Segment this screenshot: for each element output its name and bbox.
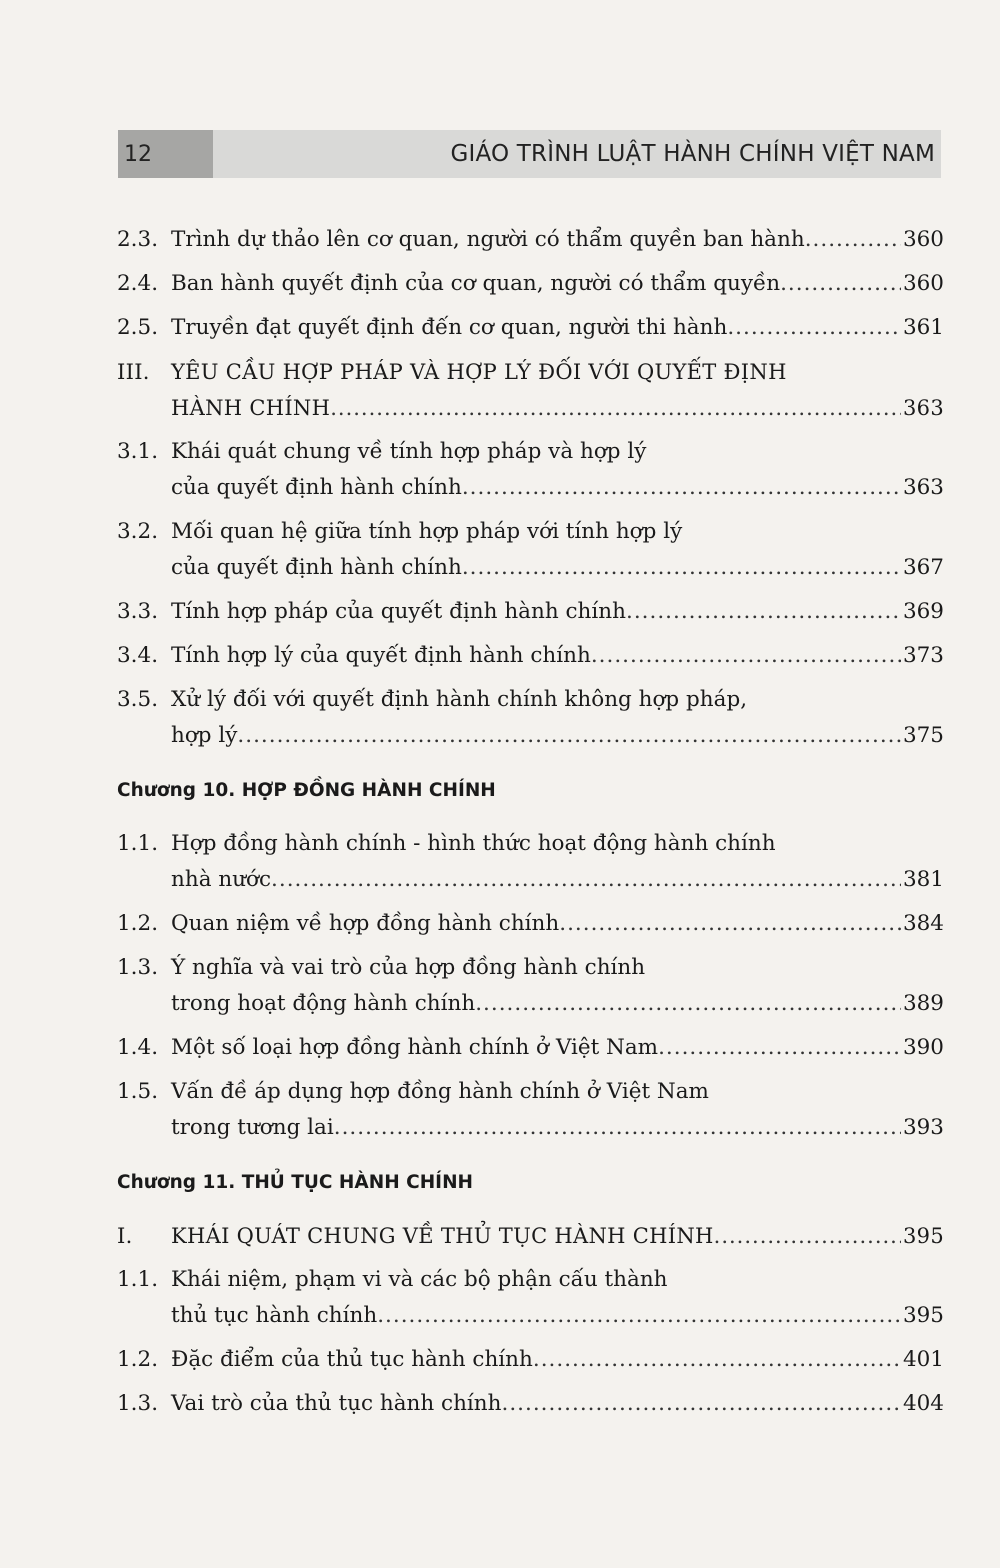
entry-page-number: 404 [902,1391,944,1416]
entry-leader-line [171,1298,944,1334]
entry-body [171,682,944,754]
entry-body [171,310,944,346]
entry-title-line: Truyền đạt quyết định đến cơ quan, người thi hành [171,315,728,340]
entry-leader-line [171,390,944,426]
entry-number: 3.5. [117,687,159,712]
dot-leader [475,986,901,1022]
entry-page-number: 395 [902,1303,944,1328]
entry-leader-line [171,310,944,346]
chapter-heading: Chương 10. HỢP ĐỒNG HÀNH CHÍNH [117,780,496,801]
entry-leader-line [171,638,944,674]
entry-title-line: KHÁI QUÁT CHUNG VỀ THỦ TỤC HÀNH CHÍNH [171,1224,714,1248]
entry-title-line: của quyết định hành chính [171,555,462,580]
entry-body [171,1262,944,1334]
entry-leader-line [171,1110,944,1146]
dot-leader [237,718,901,754]
entry-body [171,434,944,506]
entry-number: 3.3. [117,599,159,624]
entry-title-line: thủ tục hành chính [171,1303,378,1328]
toc-entry[interactable] [117,1218,944,1254]
entry-title-line: Xử lý đối với quyết định hành chính không hợp pháp, [171,687,748,712]
entry-body [171,514,944,586]
toc-entry[interactable] [117,266,944,302]
entry-title-line: Khái quát chung về tính hợp pháp và hợp lý [171,439,647,464]
entry-page-number: 375 [902,723,944,748]
entry-leader-line [171,222,944,258]
entry-title-line: Vấn đề áp dụng hợp đồng hành chính ở Việt Nam [171,1079,709,1104]
entry-page-number: 369 [902,599,944,624]
entry-leader-line [171,862,944,898]
entry-title-line: Ban hành quyết định của cơ quan, người có thẩm quyền [171,271,781,296]
entry-title-line: Đặc điểm của thủ tục hành chính [171,1347,533,1372]
entry-body [171,594,944,630]
entry-page-number: 384 [902,911,944,936]
dot-leader [626,594,901,630]
page-header [118,130,941,178]
entry-number: 1.5. [117,1079,159,1104]
entry-number: 2.5. [117,315,159,340]
entry-page-number: 367 [902,555,944,580]
entry-number: 1.2. [117,1347,159,1372]
entry-title-line: Tính hợp lý của quyết định hành chính [171,643,591,668]
entry-title-line: Ý nghĩa và vai trò của hợp đồng hành chính [171,955,646,980]
entry-title-line: trong tương lai [171,1115,334,1140]
page-number: 12 [124,141,152,167]
entry-number: 1.3. [117,955,159,980]
entry-number: 2.4. [117,271,159,296]
entry-body [171,1030,944,1066]
entry-page-number: 389 [902,991,944,1016]
entry-number: 2.3. [117,227,159,252]
toc-entry[interactable] [117,222,944,258]
entry-leader-line [171,266,944,302]
entry-title-line: YÊU CẦU HỢP PHÁP VÀ HỢP LÝ ĐỐI VỚI QUYẾT ĐỊNH [171,360,787,384]
entry-title-line: Tính hợp pháp của quyết định hành chính [171,599,626,624]
entry-number: 1.1. [117,1267,159,1292]
entry-body [171,354,944,426]
toc-entry[interactable] [117,682,944,754]
toc-entry[interactable] [117,1074,944,1146]
entry-number: 3.2. [117,519,159,544]
entry-body [171,906,944,942]
entry-leader-line [171,550,944,586]
toc-entry[interactable] [117,1386,944,1422]
entry-number: 3.4. [117,643,159,668]
entry-number: I. [117,1224,133,1248]
entry-leader-line [171,1218,944,1254]
entry-leader-line [171,470,944,506]
entry-body [171,1342,944,1378]
entry-page-number: 373 [902,643,944,668]
entry-page-number: 381 [902,867,944,892]
dot-leader [334,1110,901,1146]
entry-title-line: nhà nước [171,867,272,892]
toc-entry[interactable] [117,1342,944,1378]
dot-leader [502,1386,901,1422]
dot-leader [658,1030,901,1066]
toc-entry[interactable] [117,1262,944,1334]
entry-title-line: của quyết định hành chính [171,475,462,500]
toc-entry[interactable] [117,514,944,586]
entry-body [171,1386,944,1422]
entry-number: III. [117,360,150,384]
entry-page-number: 395 [903,1224,944,1248]
entry-page-number: 360 [902,227,944,252]
entry-body [171,950,944,1022]
entry-page-number: 390 [902,1035,944,1060]
entry-leader-line [171,718,944,754]
entry-page-number: 363 [903,396,944,420]
entry-title-line: Trình dự thảo lên cơ quan, người có thẩm quyền ban hành [171,227,805,252]
toc-entry[interactable] [117,310,944,346]
entry-number: 1.1. [117,831,159,856]
dot-leader [727,310,901,346]
entry-title-line: trong hoạt động hành chính [171,991,476,1016]
entry-title-line: Hợp đồng hành chính - hình thức hoạt động hành chính [171,831,776,856]
table-of-contents [117,222,944,1430]
entry-leader-line [171,594,944,630]
dot-leader [780,266,901,302]
entry-body [171,826,944,898]
entry-title-line: Quan niệm về hợp đồng hành chính [171,911,560,936]
toc-entry[interactable] [117,594,944,630]
entry-title-line: Vai trò của thủ tục hành chính [171,1391,502,1416]
entry-body [171,222,944,258]
toc-entry[interactable] [117,950,944,1022]
entry-title-line: HÀNH CHÍNH [171,396,331,420]
entry-page-number: 360 [902,271,944,296]
toc-entry[interactable] [117,906,944,942]
entry-page-number: 401 [902,1347,944,1372]
toc-entry[interactable] [117,354,944,426]
dot-leader [559,906,901,942]
entry-number: 1.4. [117,1035,159,1060]
chapter-heading: Chương 11. THỦ TỤC HÀNH CHÍNH [117,1172,474,1193]
dot-leader [377,1298,901,1334]
entry-page-number: 393 [902,1115,944,1140]
entry-body [171,638,944,674]
toc-entry[interactable] [117,434,944,506]
entry-leader-line [171,1386,944,1422]
entry-title-line: Khái niệm, phạm vi và các bộ phận cấu thành [171,1267,668,1292]
entry-number: 1.3. [117,1391,159,1416]
dot-leader [591,638,901,674]
entry-leader-line [171,906,944,942]
dot-leader [330,390,901,426]
dot-leader [462,550,901,586]
entry-body [171,266,944,302]
toc-entry[interactable] [117,826,944,898]
page-number-box [118,130,213,178]
entry-leader-line [171,1342,944,1378]
entry-leader-line [171,986,944,1022]
dot-leader [805,222,901,258]
entry-page-number: 363 [902,475,944,500]
dot-leader [462,470,901,506]
entry-title-line: Một số loại hợp đồng hành chính ở Việt Nam [171,1035,659,1060]
entry-leader-line [171,1030,944,1066]
entry-title-line: Mối quan hệ giữa tính hợp pháp với tính hợp lý [171,519,683,544]
entry-body [171,1074,944,1146]
entry-number: 3.1. [117,439,159,464]
entry-page-number: 361 [902,315,944,340]
toc-entry[interactable] [117,638,944,674]
entry-title-line: hợp lý [171,723,238,748]
entry-number: 1.2. [117,911,159,936]
dot-leader [271,862,901,898]
dot-leader [533,1342,901,1378]
entry-body [171,1218,944,1254]
book-title: GIÁO TRÌNH LUẬT HÀNH CHÍNH VIỆT NAM [450,141,935,167]
dot-leader [714,1218,901,1254]
toc-entry[interactable] [117,1030,944,1066]
